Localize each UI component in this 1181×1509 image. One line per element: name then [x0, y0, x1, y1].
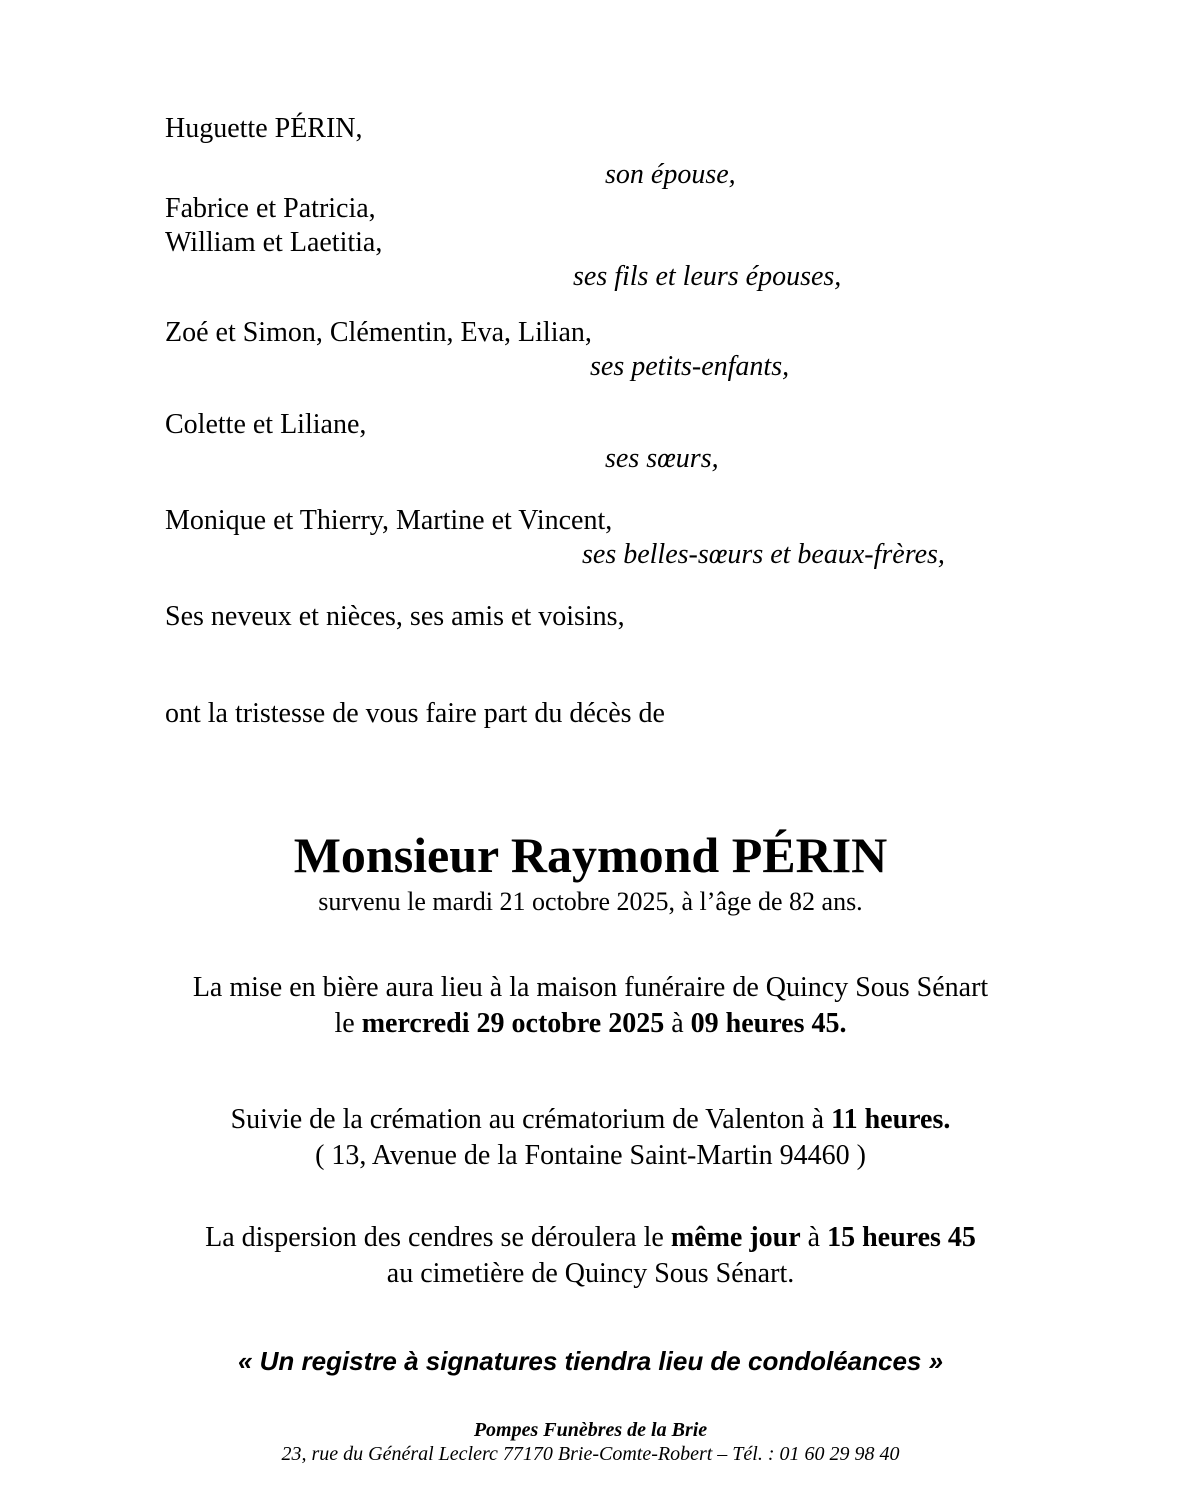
cremation-line [0, 1102, 1181, 1138]
sons-relation: ses fils et leurs épouses, [573, 261, 842, 292]
dispersion-line [0, 1220, 1181, 1256]
grandchildren-names: Zoé et Simon, Clémentin, Eva, Lilian, [165, 317, 592, 348]
dispersion-day: même jour [670, 1222, 801, 1253]
funeral-home-name: Pompes Funèbres de la Brie [473, 1419, 708, 1441]
mise-en-biere-prefix: le [334, 1008, 362, 1039]
cremation-text: Suivie de la crémation au crématorium de Valenton à [230, 1104, 832, 1135]
dispersion-mid: à [800, 1222, 828, 1253]
inlaws-relation: ses belles-sœurs et beaux-frères, [582, 539, 945, 570]
spouse-relation: son épouse, [605, 159, 736, 190]
sisters-relation: ses sœurs, [605, 443, 719, 474]
dispersion-prefix: La dispersion des cendres se déroulera le [205, 1222, 671, 1253]
spouse-names: Huguette PÉRIN, [165, 113, 363, 144]
sisters-names: Colette et Liliane, [165, 409, 367, 440]
mise-en-biere-mid: à [664, 1008, 691, 1039]
mise-en-biere-date: mercredi 29 octobre 2025 [361, 1008, 665, 1039]
dispersion-time: 15 heures 45 [827, 1222, 976, 1253]
other-relatives: Ses neveux et nièces, ses amis et voisins, [165, 601, 625, 632]
funeral-home-address: 23, rue du Général Leclerc 77170 Brie-Comte-Robert – Tél. : 01 60 29 98 40 [281, 1443, 900, 1465]
dispersion-location: au cimetière de Quincy Sous Sénart. [386, 1258, 795, 1289]
mise-en-biere-time: 09 heures 45. [690, 1008, 847, 1039]
death-details: survenu le mardi 21 octobre 2025, à l’âge de 82 ans. [318, 887, 863, 916]
grandchildren-relation: ses petits-enfants, [590, 351, 790, 382]
cremation-time: 11 heures. [831, 1104, 951, 1135]
condolence-register-note: « Un registre à signatures tiendra lieu de condoléances » [237, 1346, 944, 1376]
mise-en-biere-line: La mise en bière aura lieu à la maison funéraire de Quincy Sous Sénart [192, 972, 989, 1003]
mise-en-biere-datetime [0, 1006, 1181, 1042]
cremation-address: ( 13, Avenue de la Fontaine Saint-Martin 94460 ) [315, 1140, 866, 1171]
sons-names-line1: Fabrice et Patricia, [165, 193, 376, 224]
deceased-name-title: Monsieur Raymond PÉRIN [293, 827, 888, 883]
inlaws-names: Monique et Thierry, Martine et Vincent, [165, 505, 613, 536]
sons-names-line2: William et Laetitia, [165, 227, 383, 258]
announcement-intro: ont la tristesse de vous faire part du décès de [165, 698, 665, 729]
